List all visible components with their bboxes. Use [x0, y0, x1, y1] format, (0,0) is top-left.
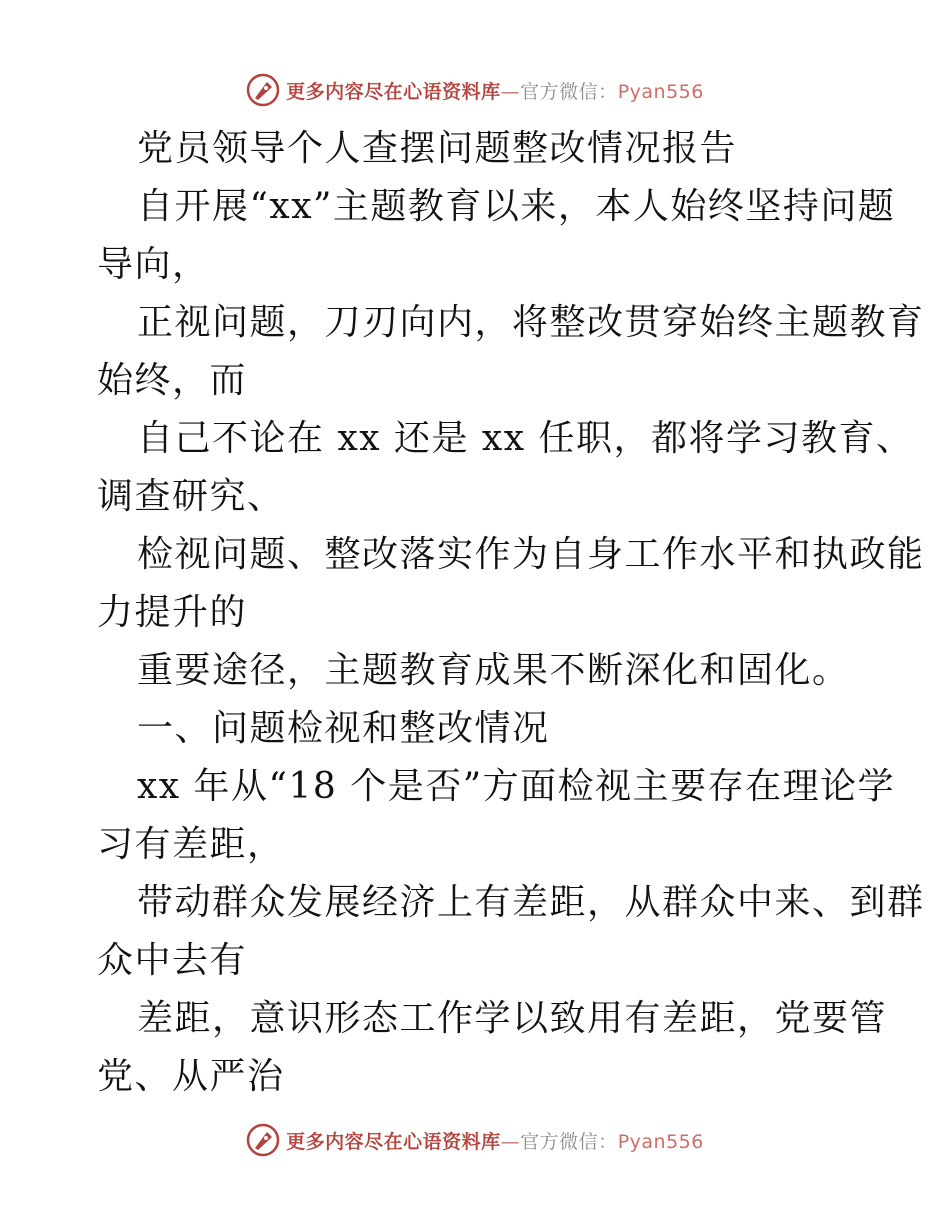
text-line: 一、问题检视和整改情况: [137, 708, 550, 749]
watermark-separator: —: [500, 1130, 521, 1153]
pen-nib-logo-icon: [246, 1123, 280, 1157]
text-line: 自开展“xx”主题教育以来，本人始终坚持问题: [137, 186, 896, 227]
text-line: 带动群众发展经济上有差距，从群众中来、到群: [137, 882, 925, 923]
watermark-brand: 更多内容尽在心语资料库: [286, 1130, 501, 1153]
watermark-brand: 更多内容尽在心语资料库: [286, 80, 501, 103]
text-line: 党、从严治: [97, 1056, 285, 1097]
watermark-handle: Pyan556: [617, 1130, 704, 1153]
watermark-handle: Pyan556: [617, 80, 704, 103]
pen-nib-logo-icon: [246, 73, 280, 107]
text-line: 自己不论在 xx 还是 xx 任职，都将学习教育、: [137, 418, 914, 459]
text-line: 始终，而: [97, 360, 248, 401]
watermark-wechat-label: 官方微信：: [520, 1130, 618, 1153]
document-body: [97, 120, 925, 1106]
text-line: 重要途径，主题教育成果不断深化和固化。: [137, 650, 850, 691]
text-line: 习有差距，: [97, 824, 285, 865]
text-line: 众中去有: [97, 940, 248, 981]
text-line: 正视问题，刀刃向内，将整改贯穿始终主题教育: [137, 302, 925, 343]
text-line: xx 年从“18 个是否”方面检视主要存在理论学: [137, 766, 896, 807]
text-line: 检视问题、整改落实作为自身工作水平和执政能: [137, 534, 925, 575]
text-line: 调查研究、: [97, 476, 285, 517]
watermark-separator: —: [500, 80, 521, 103]
text-line: 导向，: [97, 244, 210, 285]
watermark-wechat-label: 官方微信：: [520, 80, 618, 103]
document-title: 党员领导个人查摆问题整改情况报告: [137, 128, 738, 169]
text-line: 差距，意识形态工作学以致用有差距，党要管: [137, 998, 888, 1039]
text-line: 力提升的: [97, 592, 248, 633]
watermark-banner-top: [0, 70, 950, 110]
watermark-banner-bottom: [0, 1120, 950, 1160]
